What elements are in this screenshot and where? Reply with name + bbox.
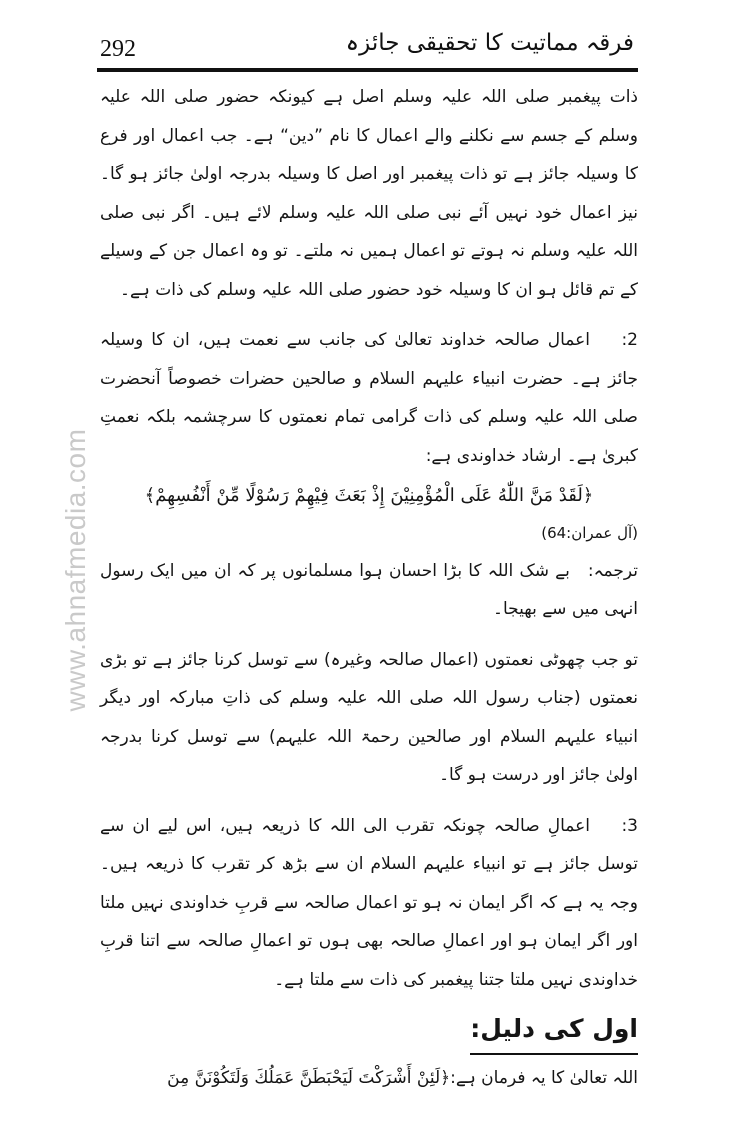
section-heading-text: اول کی دلیل: [470, 1007, 638, 1055]
point-2 [100, 321, 638, 475]
page-number: 292 [100, 36, 136, 62]
final-line-verse: ﴿لَئِنْ أَشْرَكْتَ لَيَحْبَطَنَّ عَمَلُكَ وَلَتَكُوْنَنَّ مِنَ [167, 1068, 451, 1088]
quran-verse-1: ﴿لَقَدْ مَنَّ اللّٰهُ عَلَى الْمُؤْمِنِيْنَ إِذْ بَعَثَ فِيْهِمْ رَسُوْلًا مِّنْ أَنْفُسِهِمْ﴾ [144, 485, 594, 506]
point-3 [100, 807, 638, 1000]
final-line-intro: اللہ تعالیٰ کا یہ فرمان ہے: [450, 1068, 638, 1088]
point-2-text: اعمال صالحہ خداوند تعالیٰ کی جانب سے نعمت ہیں، ان کا وسیلہ جائز ہے۔ حضرت انبیاء علیہم السلام و صالحین حضرات خصوصاً آنحضرت صلی اللہ علیہ وسلم کی ذات گرامی تمام نعمتوں کا سرچشمہ بلکہ نعمتِ کبریٰ ہے۔ ارشاد خداوندی ہے: [100, 330, 638, 466]
paragraph-1: ذات پیغمبر صلی اللہ علیہ وسلم اصل ہے کیونکہ حضور صلی اللہ علیہ وسلم کے جسم سے نکلنے والے اعمال کا نام ”دین“ ہے۔ جب اعمال اور فرع کا وسیلہ جائز ہے تو ذات پیغمبر اور اصل کا وسیلہ بدرجہ اولیٰ جائز ہو گا۔ نیز اعمال خود نہیں آئے نبی صلی اللہ علیہ وسلم لائے ہیں۔ اگر نبی صلی اللہ علیہ وسلم نہ ہوتے تو اعمال ہمیں نہ ملتے۔ تو وہ اعمال جن کے وسیلے کے تم قائل ہو ان کا وسیلہ خود حضور صلی اللہ علیہ وسلم کی ذات ہے۔ [100, 87, 638, 300]
running-head: فرقہ مماتیت کا تحقیقی جائزہ [345, 30, 634, 56]
verse-reference: (آل عمران:64) [541, 523, 638, 542]
point-3-text: اعمالِ صالحہ چونکہ تقرب الی اللہ کا ذریعہ ہیں، اس لیے ان سے توسل جائز ہے تو انبیاء علیہم السلام ان سے بڑھ کر تقرب کا ذریعہ ہیں۔ وجہ یہ ہے کہ اگر ایمان نہ ہو تو اعمال صالحہ سے قربِ خداوندی نہیں ملتا اور اگر ایمان ہو اور اعمالِ صالحہ بھی ہوں تو اعمالِ صالحہ سے اتنا قربِ خداوندی نہیں ملتا جتنا پیغمبر کی ذات سے ملتا ہے۔ [100, 815, 638, 990]
translation-label: ترجمہ: [587, 560, 638, 581]
page-body [100, 78, 638, 1098]
paragraph-3: تو جب چھوٹی نعمتوں (اعمال صالحہ وغیرہ) سے توسل کرنا جائز ہے تو بڑی نعمتوں (جناب رسول اللہ صلی اللہ علیہ وسلم کی ذاتِ مبارکہ اور دیگر انبیاء علیہم السلام اور صالحین رحمۃ اللہ علیہم) سے توسل کرنا بدرجہ اولیٰ جائز اور درست ہو گا۔ [100, 649, 638, 785]
section-heading [100, 1007, 638, 1055]
point-3-number: 3: [621, 815, 638, 836]
final-line [100, 1059, 638, 1098]
header-rule [97, 68, 638, 72]
translation-text: بے شک اللہ کا بڑا احسان ہوا مسلمانوں پر کہ ان میں ایک رسول انہی میں سے بھیجا۔ [100, 560, 638, 619]
watermark: www.ahnafmedia.com [60, 428, 91, 712]
point-2-number: 2: [621, 330, 638, 350]
translation [100, 552, 638, 629]
